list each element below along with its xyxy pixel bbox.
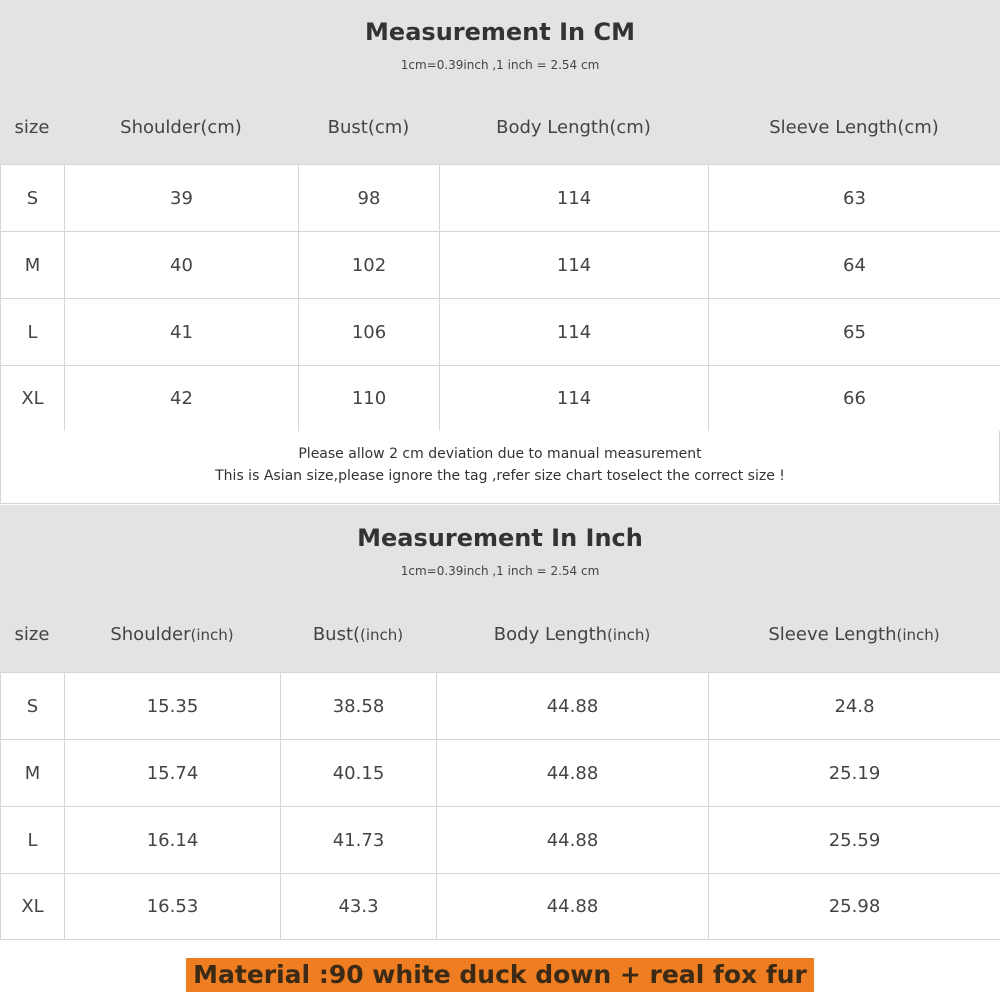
body-length-cell: 44.88 [437,673,709,740]
material-section [0,940,1000,1000]
size-cell: L [1,807,65,874]
asian-size-note: This is Asian size,please ignore the tag ,refer size chart toselect the correct size ! [215,468,785,484]
body-length-cell: 114 [440,232,709,299]
bust-cell: 38.58 [281,673,437,740]
inch-size-table [0,672,1000,940]
bust-cell: 102 [299,232,440,299]
cm-conversion-note: 1cm=0.39inch ,1 inch = 2.54 cm [400,58,600,72]
bust-cell: 98 [299,165,440,232]
cm-title: Measurement In CM [365,18,635,46]
table-row [1,232,1000,299]
bust-cell: 41.73 [281,807,437,874]
sleeve-length-cell: 64 [709,232,1000,299]
bust-cell: 106 [299,299,440,366]
size-cell: M [1,740,65,807]
size-cell: XL [1,874,65,940]
sleeve-length-cell: 24.8 [709,673,1000,740]
table-row [1,807,1000,874]
inch-title: Measurement In Inch [357,524,643,552]
shoulder-cell: 15.74 [65,740,281,807]
shoulder-cell: 16.14 [65,807,281,874]
inch-header-body-length: Body Length(inch) [493,624,651,645]
cm-header-body-length: Body Length(cm) [496,117,651,138]
body-length-cell: 44.88 [437,807,709,874]
material-banner: Material :90 white duck down + real fox fur [186,958,814,992]
table-row [1,366,1000,432]
shoulder-cell: 40 [65,232,299,299]
inch-header-size: size [14,624,50,645]
sleeve-length-cell: 25.98 [709,874,1000,940]
table-row [1,874,1000,940]
shoulder-cell: 39 [65,165,299,232]
size-cell: L [1,299,65,366]
size-cell: S [1,165,65,232]
shoulder-cell: 15.35 [65,673,281,740]
body-length-cell: 114 [440,299,709,366]
sleeve-length-cell: 66 [709,366,1000,432]
size-cell: M [1,232,65,299]
bust-cell: 43.3 [281,874,437,940]
inch-header-sleeve-length: Sleeve Length(inch) [768,624,940,645]
cm-header-bust: Bust(cm) [327,117,410,138]
inch-header-bust: Bust((inch) [312,624,404,645]
cm-header-sleeve-length: Sleeve Length(cm) [769,117,939,138]
table-row [1,165,1000,232]
body-length-cell: 44.88 [437,874,709,940]
bust-cell: 110 [299,366,440,432]
size-cell: S [1,673,65,740]
cm-header-shoulder: Shoulder(cm) [120,117,242,138]
table-row [1,740,1000,807]
body-length-cell: 44.88 [437,740,709,807]
table-row [1,299,1000,366]
sleeve-length-cell: 25.59 [709,807,1000,874]
deviation-note: Please allow 2 cm deviation due to manual measurement [298,446,702,462]
cm-size-table [0,164,1000,432]
bust-cell: 40.15 [281,740,437,807]
sleeve-length-cell: 25.19 [709,740,1000,807]
inch-header-shoulder: Shoulder(inch) [110,624,234,645]
cm-header-size: size [14,117,50,138]
sleeve-length-cell: 65 [709,299,1000,366]
sleeve-length-cell: 63 [709,165,1000,232]
shoulder-cell: 16.53 [65,874,281,940]
body-length-cell: 114 [440,165,709,232]
shoulder-cell: 42 [65,366,299,432]
shoulder-cell: 41 [65,299,299,366]
inch-conversion-note: 1cm=0.39inch ,1 inch = 2.54 cm [400,564,600,578]
measurement-notes [0,431,1000,504]
body-length-cell: 114 [440,366,709,432]
table-row [1,673,1000,740]
size-cell: XL [1,366,65,432]
